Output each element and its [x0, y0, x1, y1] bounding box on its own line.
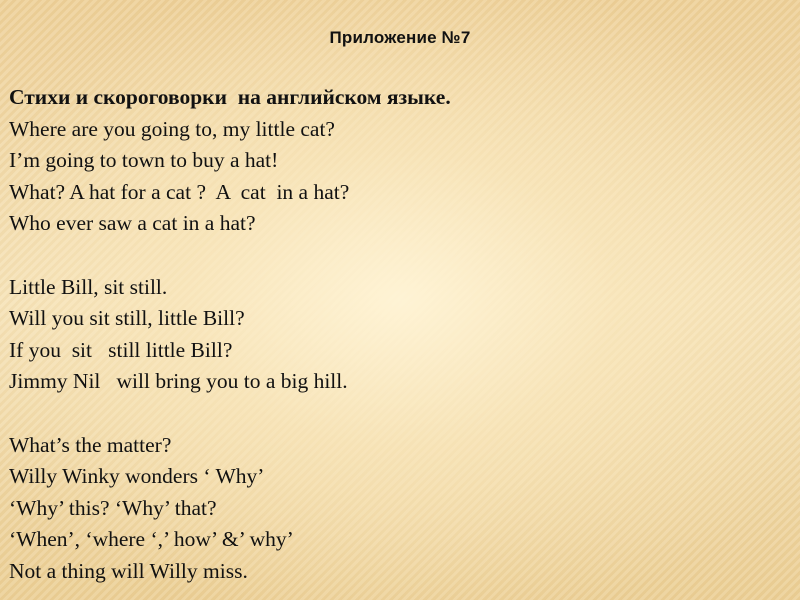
page-title: Приложение №7: [329, 28, 471, 47]
poem-line: I’m going to town to buy a hat!: [9, 148, 279, 173]
poem-line: What’s the matter?: [9, 432, 172, 457]
poem-line: Jimmy Nil will bring you to a big hill.: [9, 369, 348, 394]
poem-line: Willy Winky wonders ‘ Why’: [9, 464, 265, 489]
poem-line: If you sit still little Bill?: [9, 337, 233, 362]
stanza-gap: [9, 398, 789, 430]
poem-line: Who ever saw a cat in a hat?: [9, 211, 256, 236]
stanza-willy: [9, 430, 789, 588]
poem-line: Where are you going to, my little cat?: [9, 116, 335, 141]
poem-line: Little Bill, sit still.: [9, 274, 168, 299]
poem-body: [9, 82, 789, 588]
poem-line: ‘Why’ this? ‘Why’ that?: [9, 495, 217, 520]
stanza-gap: [9, 240, 789, 272]
poem-line: ‘When’, ‘where ‘,’ how’ &’ why’: [9, 527, 294, 552]
poem-line: What? A hat for a cat ? A cat in a hat?: [9, 179, 350, 204]
poem-line: Will you sit still, little Bill?: [9, 306, 245, 331]
stanza-bill: [9, 272, 789, 398]
stanza-cat: [9, 114, 789, 240]
section-subtitle: Стихи и скороговорки на английском языке.: [9, 85, 451, 109]
poem-line: Not a thing will Willy miss.: [9, 558, 248, 583]
